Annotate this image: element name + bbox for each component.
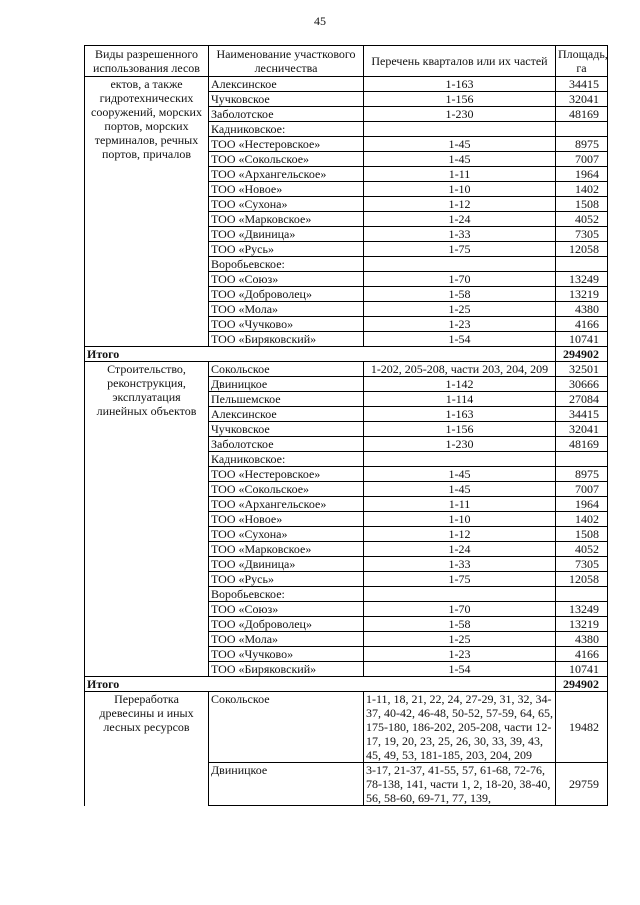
forestry-name-cell: ТОО «Союз» <box>209 272 364 287</box>
quarters-cell: 1-11 <box>364 497 556 512</box>
area-cell: 4166 <box>556 647 608 662</box>
area-cell <box>556 587 608 602</box>
table-row <box>85 362 608 377</box>
quarters-cell: 1-58 <box>364 617 556 632</box>
area-cell: 7007 <box>556 482 608 497</box>
header-area: Площадь, га <box>556 46 608 77</box>
forestry-name-cell: Двиницкое <box>209 763 364 806</box>
area-cell: 4052 <box>556 542 608 557</box>
quarters-cell: 1-163 <box>364 407 556 422</box>
quarters-cell: 1-75 <box>364 572 556 587</box>
quarters-cell: 1-10 <box>364 512 556 527</box>
use-type-cell: Переработка древесины и иных лесных ресурсов <box>85 692 209 806</box>
forestry-name-cell: ТОО «Доброволец» <box>209 617 364 632</box>
area-cell: 48169 <box>556 437 608 452</box>
forestry-name-cell: ТОО «Биряковский» <box>209 332 364 347</box>
area-cell: 8975 <box>556 467 608 482</box>
quarters-cell: 1-25 <box>364 302 556 317</box>
quarters-cell: 1-163 <box>364 77 556 92</box>
area-cell: 32041 <box>556 92 608 107</box>
area-cell: 13249 <box>556 272 608 287</box>
use-type-cell: Строительство, реконструкция, эксплуатация линейных объектов <box>85 362 209 677</box>
forestry-name-cell: ТОО «Марковское» <box>209 542 364 557</box>
quarters-cell: 1-202, 205-208, части 203, 204, 209 <box>364 362 556 377</box>
forestry-name-cell: ТОО «Союз» <box>209 602 364 617</box>
quarters-cell: 1-156 <box>364 422 556 437</box>
forestry-name-cell: Сокольское <box>209 692 364 763</box>
area-cell: 1508 <box>556 527 608 542</box>
quarters-cell: 1-45 <box>364 467 556 482</box>
area-cell: 4052 <box>556 212 608 227</box>
total-label: Итого <box>85 677 556 692</box>
quarters-cell: 1-230 <box>364 437 556 452</box>
total-row <box>85 677 608 692</box>
quarters-cell <box>364 452 556 467</box>
quarters-cell: 1-25 <box>364 632 556 647</box>
quarters-cell: 1-58 <box>364 287 556 302</box>
forestry-name-cell: ТОО «Сокольское» <box>209 482 364 497</box>
forestry-name-cell: ТОО «Доброволец» <box>209 287 364 302</box>
area-cell: 4166 <box>556 317 608 332</box>
quarters-cell: 1-23 <box>364 317 556 332</box>
quarters-cell <box>364 587 556 602</box>
area-cell: 48169 <box>556 107 608 122</box>
forestry-name-cell: ТОО «Мола» <box>209 302 364 317</box>
forestry-name-cell: Заболотское <box>209 107 364 122</box>
quarters-cell: 1-24 <box>364 542 556 557</box>
forestry-name-cell: Воробьевское: <box>209 587 364 602</box>
area-cell: 19482 <box>556 692 608 763</box>
quarters-cell: 1-45 <box>364 482 556 497</box>
area-cell <box>556 452 608 467</box>
area-cell: 4380 <box>556 302 608 317</box>
quarters-cell: 1-54 <box>364 662 556 677</box>
forestry-name-cell: ТОО «Марковское» <box>209 212 364 227</box>
quarters-cell: 1-114 <box>364 392 556 407</box>
quarters-cell: 1-10 <box>364 182 556 197</box>
forestry-name-cell: Алексинское <box>209 77 364 92</box>
table-row <box>85 692 608 763</box>
forestry-name-cell: ТОО «Мола» <box>209 632 364 647</box>
area-cell: 13219 <box>556 617 608 632</box>
header-use-type: Виды разрешенного использования лесов <box>85 46 209 77</box>
forestry-name-cell: Двиницкое <box>209 377 364 392</box>
area-cell: 13249 <box>556 602 608 617</box>
area-cell: 34415 <box>556 407 608 422</box>
forestry-name-cell: Чучковское <box>209 92 364 107</box>
quarters-cell: 1-70 <box>364 272 556 287</box>
page-number: 45 <box>314 14 326 28</box>
area-cell: 1402 <box>556 512 608 527</box>
area-cell: 4380 <box>556 632 608 647</box>
area-cell: 10741 <box>556 662 608 677</box>
forestry-name-cell: Алексинское <box>209 407 364 422</box>
forestry-name-cell: ТОО «Сухона» <box>209 527 364 542</box>
quarters-cell: 1-23 <box>364 647 556 662</box>
forestry-name-cell: ТОО «Чучково» <box>209 317 364 332</box>
quarters-cell: 1-70 <box>364 602 556 617</box>
area-cell: 30666 <box>556 377 608 392</box>
area-cell: 27084 <box>556 392 608 407</box>
use-type-cell: ектов, а также гидротехнических сооружений, морских портов, морских терминалов, речных портов, причалов <box>85 77 209 347</box>
area-cell: 29759 <box>556 763 608 806</box>
forestry-name-cell: ТОО «Нестеровское» <box>209 467 364 482</box>
total-row <box>85 347 608 362</box>
area-cell: 7007 <box>556 152 608 167</box>
table-row <box>85 77 608 92</box>
total-label: Итого <box>85 347 556 362</box>
forestry-name-cell: ТОО «Нестеровское» <box>209 137 364 152</box>
forestry-name-cell: ТОО «Новое» <box>209 512 364 527</box>
quarters-cell: 1-11 <box>364 167 556 182</box>
area-cell: 1402 <box>556 182 608 197</box>
header-quarters: Перечень кварталов или их частей <box>364 46 556 77</box>
header-forestry-name: Наименование участкового лесничества <box>209 46 364 77</box>
forestry-name-cell: ТОО «Архангельское» <box>209 167 364 182</box>
forestry-name-cell: Заболотское <box>209 437 364 452</box>
area-cell: 7305 <box>556 557 608 572</box>
quarters-cell: 1-45 <box>364 152 556 167</box>
forestry-name-cell: ТОО «Двиница» <box>209 557 364 572</box>
area-cell: 12058 <box>556 242 608 257</box>
forest-use-table <box>84 45 608 806</box>
forestry-name-cell: ТОО «Архангельское» <box>209 497 364 512</box>
area-cell: 34415 <box>556 77 608 92</box>
table-body <box>85 77 608 806</box>
forestry-name-cell: ТОО «Русь» <box>209 572 364 587</box>
forestry-name-cell: ТОО «Двиница» <box>209 227 364 242</box>
quarters-cell: 1-11, 18, 21, 22, 24, 27-29, 31, 32, 34-37, 40-42, 46-48, 50-52, 57-59, 64, 65, 175-180, 186-202, 205-208, части 12-17, 19, 20, 23, 25, 26, 30, 33, 39, 43, 45, 49, 53, 181-185, 203, 204, 209 <box>364 692 556 763</box>
quarters-cell <box>364 122 556 137</box>
area-cell: 8975 <box>556 137 608 152</box>
table-header-row <box>85 46 608 77</box>
quarters-cell: 1-75 <box>364 242 556 257</box>
forestry-name-cell: Воробьевское: <box>209 257 364 272</box>
quarters-cell: 1-230 <box>364 107 556 122</box>
forestry-name-cell: Кадниковское: <box>209 122 364 137</box>
area-cell: 1964 <box>556 167 608 182</box>
forestry-name-cell: ТОО «Сухона» <box>209 197 364 212</box>
quarters-cell: 1-156 <box>364 92 556 107</box>
forestry-name-cell: ТОО «Русь» <box>209 242 364 257</box>
forestry-name-cell: ТОО «Чучково» <box>209 647 364 662</box>
area-cell: 10741 <box>556 332 608 347</box>
quarters-cell: 1-33 <box>364 227 556 242</box>
area-cell: 32501 <box>556 362 608 377</box>
area-cell: 32041 <box>556 422 608 437</box>
area-cell: 12058 <box>556 572 608 587</box>
quarters-cell: 1-33 <box>364 557 556 572</box>
quarters-cell: 1-54 <box>364 332 556 347</box>
forestry-name-cell: Чучковское <box>209 422 364 437</box>
total-value: 294902 <box>556 347 608 362</box>
quarters-cell: 1-142 <box>364 377 556 392</box>
forestry-name-cell: Кадниковское: <box>209 452 364 467</box>
quarters-cell <box>364 257 556 272</box>
area-cell <box>556 122 608 137</box>
area-cell <box>556 257 608 272</box>
quarters-cell: 3-17, 21-37, 41-55, 57, 61-68, 72-76, 78-138, 141, части 1, 2, 18-20, 38-40, 56, 58-60, 69-71, 77, 139, <box>364 763 556 806</box>
quarters-cell: 1-12 <box>364 527 556 542</box>
forestry-name-cell: Пельшемское <box>209 392 364 407</box>
forestry-name-cell: ТОО «Биряковский» <box>209 662 364 677</box>
forestry-name-cell: Сокольское <box>209 362 364 377</box>
area-cell: 13219 <box>556 287 608 302</box>
area-cell: 1964 <box>556 497 608 512</box>
total-value: 294902 <box>556 677 608 692</box>
forestry-name-cell: ТОО «Сокольское» <box>209 152 364 167</box>
area-cell: 7305 <box>556 227 608 242</box>
quarters-cell: 1-12 <box>364 197 556 212</box>
quarters-cell: 1-45 <box>364 137 556 152</box>
forestry-name-cell: ТОО «Новое» <box>209 182 364 197</box>
quarters-cell: 1-24 <box>364 212 556 227</box>
area-cell: 1508 <box>556 197 608 212</box>
